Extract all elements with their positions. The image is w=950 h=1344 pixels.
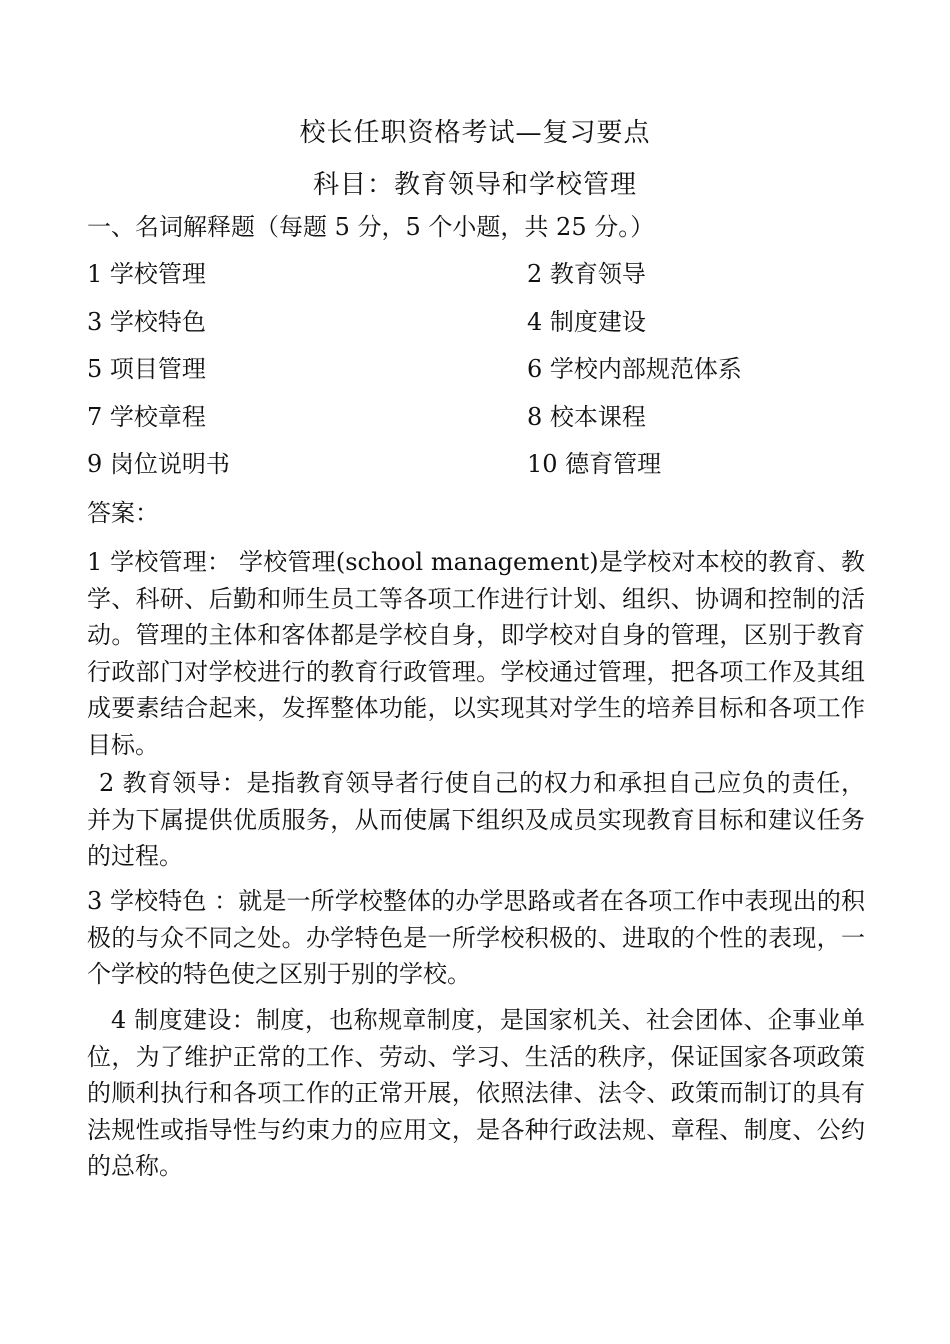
term-item: 2 教育领导 (527, 260, 646, 288)
term-item: 8 校本课程 (527, 403, 646, 431)
answer-paragraph-1: 1 学校管理： 学校管理(school management)是学校对本校的教育、教学、科研、后勤和师生员工等各项工作进行计划、组织、协调和控制的活动。管理的主体和客体都是学校自身，即学校对自身的管理，区别于教育行政部门对学校进行的教育行政管理。学校通过管理，把各项工作及其组成要素结合起来，发挥整体功能，以实现其对学生的培养目标和各项工作目标。 (87, 548, 865, 759)
term-item: 4 制度建设 (527, 308, 646, 336)
answer-paragraph-4: 4 制度建设：制度，也称规章制度，是国家机关、社会团体、企事业单位，为了维护正常的工作、劳动、学习、生活的秩序，保证国家各项政策的顺利执行和各项工作的正常开展，依照法律、法令、政策而制订的具有法规性或指导性与约束力的应用文，是各种行政法规、章程、制度、公约的总称。 (87, 1006, 865, 1181)
term-item: 1 学校管理 (87, 260, 206, 288)
document-title: 校长任职资格考试—复习要点 (299, 118, 651, 148)
term-item: 3 学校特色 (87, 308, 206, 336)
term-item: 5 项目管理 (87, 355, 206, 383)
term-item: 9 岗位说明书 (87, 450, 230, 478)
section-heading: 一、名词解释题（每题 5 分，5 个小题，共 25 分。） (87, 213, 655, 241)
subject-line: 科目：教育领导和学校管理 (312, 170, 637, 200)
answer-paragraph-2: 2 教育领导：是指教育领导者行使自己的权力和承担自己应负的责任，并为下属提供优质服务，从而使属下组织及成员实现教育目标和建议任务的过程。 (87, 769, 865, 871)
term-item: 6 学校内部规范体系 (527, 355, 742, 383)
term-item: 7 学校章程 (87, 403, 206, 431)
answers-label: 答案： (87, 499, 159, 527)
answer-paragraph-3: 3 学校特色 ：就是一所学校整体的办学思路或者在各项工作中表现出的积极的与众不同之处。办学特色是一所学校积极的、进取的个性的表现，一个学校的特色使之区别于别的学校。 (87, 887, 865, 989)
term-item: 10 德育管理 (527, 450, 662, 478)
